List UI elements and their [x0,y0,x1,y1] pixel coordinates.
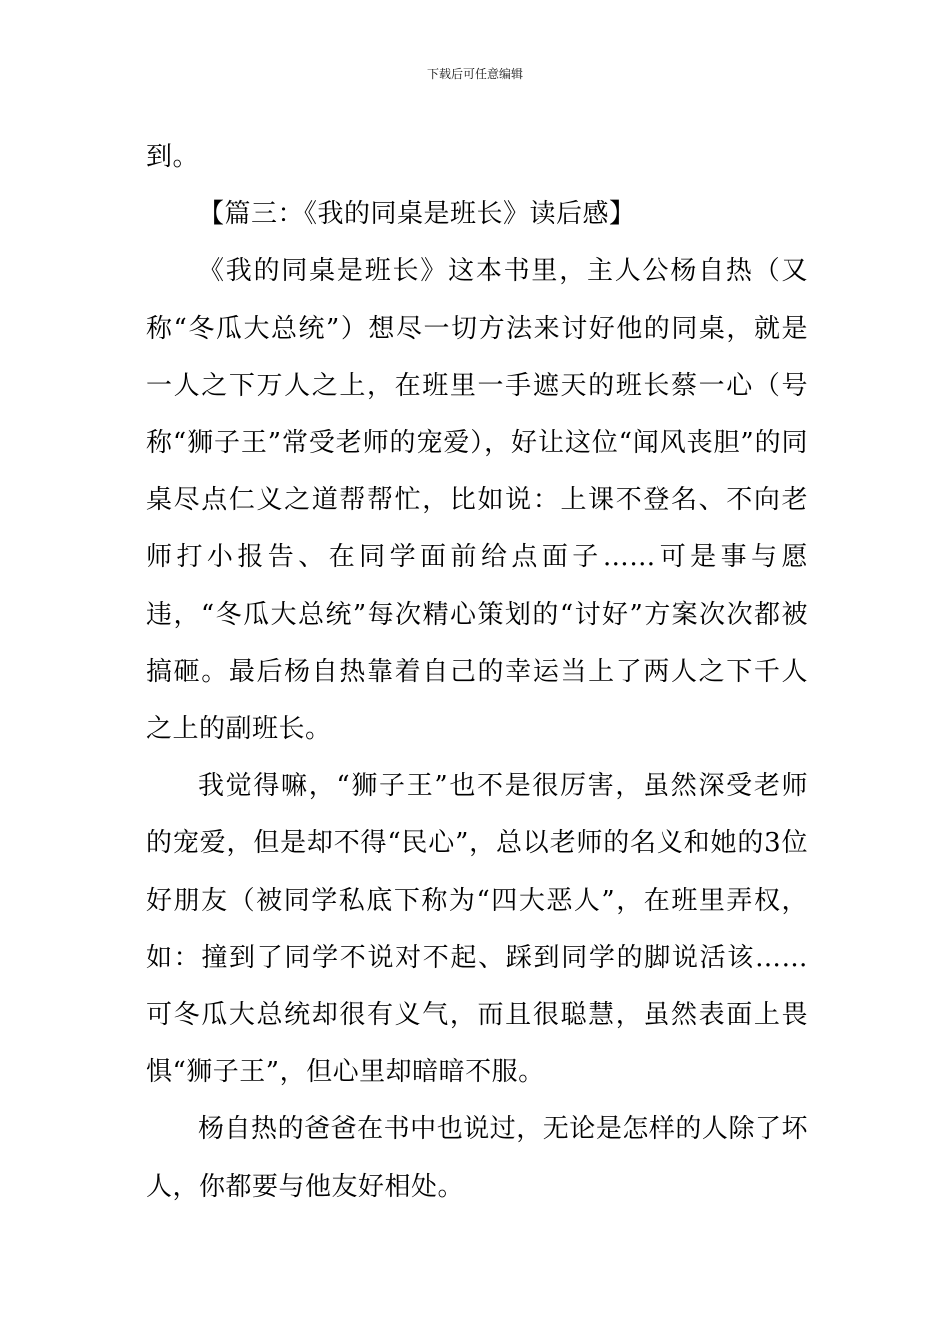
paragraph-3: 杨自热的爸爸在书中也说过，无论是怎样的人除了坏人，你都要与他友好相处。 [146,1114,808,1202]
paragraph-1: 《我的同桌是班长》这本书里，主人公杨自热（又称“冬瓜大总统”）想尽一切方法来讨好他的同桌，就是一人之下万人之上，在班里一手遮天的班长蔡一心（号称“狮子王”常受老师的宠爱），好让这位“闻风丧胆”的同桌尽点仁义之道帮帮忙，比如说：上课不登名、不向老师打小报告、在同学面前给点面子……可是事与愿违，“冬瓜大总统”每次精心策划的“讨好”方案次次都被搞砸。最后杨自热靠着自己的幸运当上了两人之下千人之上的副班长。 [146,256,808,745]
page-header: 下载后可任意编辑 [426,67,523,81]
lead-fragment: 到。 [146,142,200,172]
section-title: 【篇三：《我的同桌是班长》读后感】 [198,199,636,230]
paragraph-2: 我觉得嘛，“狮子王”也不是很厉害，虽然深受老师的宠爱，但是却不得“民心”，总以老师的名义和她的3位好朋友（被同学私底下称为“四大恶人”，在班里弄权，如：撞到了同学不说对不起、踩到同学的脚说活该……可冬瓜大总统却很有义气，而且很聪慧，虽然表面上畏惧“狮子王”，但心里却暗暗不服。 [146,771,808,1088]
document-body [146,129,808,1216]
